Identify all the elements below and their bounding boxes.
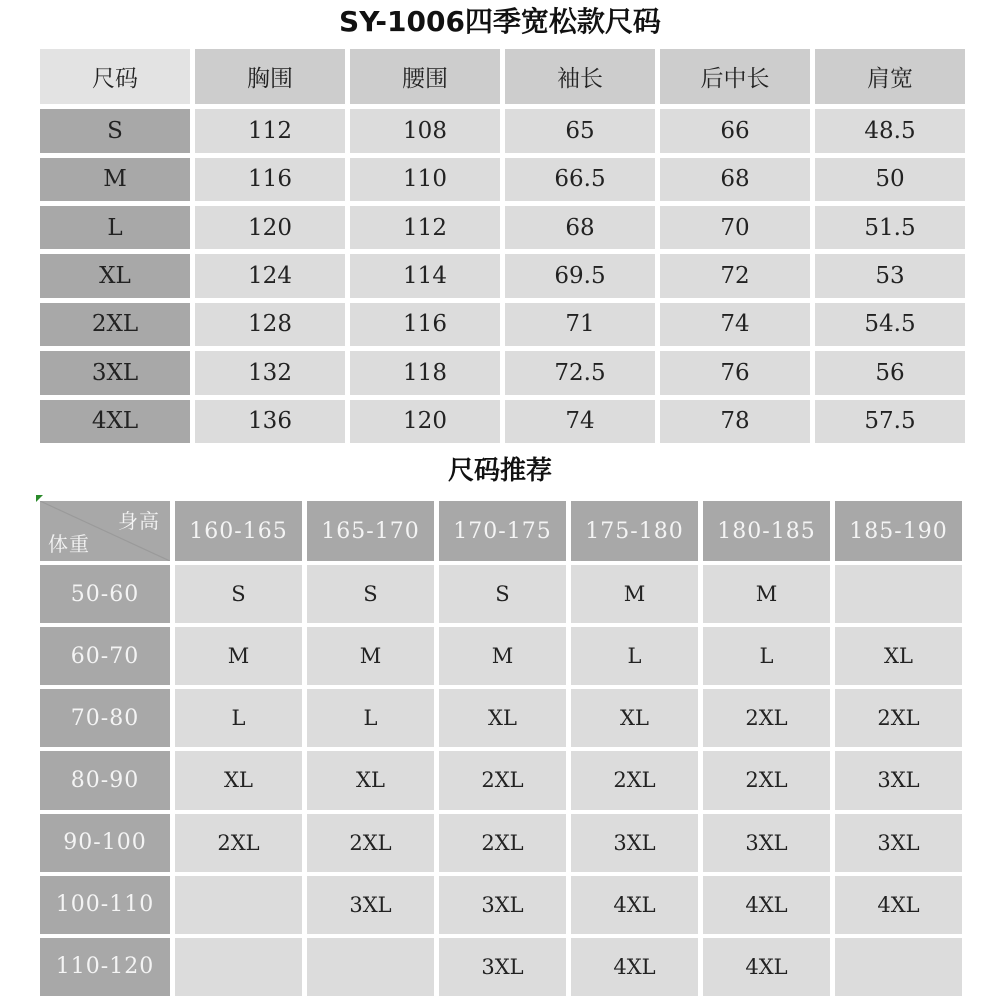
table-row bbox=[40, 254, 965, 297]
weight-range-cell: 60-70 bbox=[40, 627, 170, 685]
measurement-cell: 69.5 bbox=[505, 254, 655, 297]
recommended-size-cell: M bbox=[703, 565, 830, 623]
table-row bbox=[40, 814, 962, 872]
recommended-size-cell bbox=[175, 938, 302, 996]
measurement-cell: 71 bbox=[505, 303, 655, 346]
table-row bbox=[40, 565, 962, 623]
header-cell: 胸围 bbox=[195, 49, 345, 104]
weight-range-cell: 100-110 bbox=[40, 876, 170, 934]
recommended-size-cell: XL bbox=[175, 751, 302, 809]
recommended-size-cell: 3XL bbox=[835, 751, 962, 809]
recommended-size-cell: 4XL bbox=[703, 876, 830, 934]
measurement-cell: 57.5 bbox=[815, 400, 965, 443]
measurement-cell: 76 bbox=[660, 351, 810, 394]
measurement-cell: 72.5 bbox=[505, 351, 655, 394]
recommended-size-cell: 4XL bbox=[571, 938, 698, 996]
weight-range-cell: 80-90 bbox=[40, 751, 170, 809]
size-recommendation-table bbox=[35, 497, 967, 1000]
size-label-cell: M bbox=[40, 158, 190, 201]
size-label-cell: 4XL bbox=[40, 400, 190, 443]
table-row bbox=[40, 303, 965, 346]
recommended-size-cell bbox=[307, 938, 434, 996]
measurement-cell: 114 bbox=[350, 254, 500, 297]
height-header-cell: 170-175 bbox=[439, 501, 566, 561]
recommended-size-cell: 3XL bbox=[439, 938, 566, 996]
measurement-cell: 120 bbox=[350, 400, 500, 443]
recommended-size-cell: M bbox=[439, 627, 566, 685]
recommended-size-cell: S bbox=[175, 565, 302, 623]
measurement-cell: 116 bbox=[350, 303, 500, 346]
recommended-size-cell: S bbox=[307, 565, 434, 623]
height-header-cell: 165-170 bbox=[307, 501, 434, 561]
measurement-cell: 65 bbox=[505, 109, 655, 152]
height-header-cell: 180-185 bbox=[703, 501, 830, 561]
measurement-cell: 66 bbox=[660, 109, 810, 152]
size-chart-table bbox=[35, 44, 970, 448]
recommended-size-cell: XL bbox=[307, 751, 434, 809]
header-cell: 尺码 bbox=[40, 49, 190, 104]
recommended-size-cell: 2XL bbox=[175, 814, 302, 872]
measurement-cell: 118 bbox=[350, 351, 500, 394]
recommended-size-cell: XL bbox=[835, 627, 962, 685]
recommended-size-cell: 3XL bbox=[307, 876, 434, 934]
measurement-cell: 50 bbox=[815, 158, 965, 201]
height-header-cell: 185-190 bbox=[835, 501, 962, 561]
size-label-cell: XL bbox=[40, 254, 190, 297]
recommended-size-cell: 3XL bbox=[703, 814, 830, 872]
height-header-row bbox=[40, 501, 962, 561]
recommended-size-cell: 3XL bbox=[571, 814, 698, 872]
measurement-cell: 128 bbox=[195, 303, 345, 346]
recommended-size-cell: 4XL bbox=[571, 876, 698, 934]
size-label-cell: S bbox=[40, 109, 190, 152]
recommended-size-cell: L bbox=[175, 689, 302, 747]
measurement-cell: 48.5 bbox=[815, 109, 965, 152]
measurement-cell: 108 bbox=[350, 109, 500, 152]
recommended-size-cell: 2XL bbox=[439, 814, 566, 872]
size-label-cell: 3XL bbox=[40, 351, 190, 394]
measurement-cell: 51.5 bbox=[815, 206, 965, 249]
corner-header-cell bbox=[40, 501, 170, 561]
weight-range-cell: 90-100 bbox=[40, 814, 170, 872]
header-cell: 后中长 bbox=[660, 49, 810, 104]
header-cell: 肩宽 bbox=[815, 49, 965, 104]
recommended-size-cell: 4XL bbox=[835, 876, 962, 934]
measurement-cell: 56 bbox=[815, 351, 965, 394]
recommended-size-cell: 4XL bbox=[703, 938, 830, 996]
recommended-size-cell: M bbox=[571, 565, 698, 623]
measurement-cell: 74 bbox=[660, 303, 810, 346]
measurement-cell: 112 bbox=[350, 206, 500, 249]
measurement-cell: 112 bbox=[195, 109, 345, 152]
recommended-size-cell bbox=[835, 938, 962, 996]
recommended-size-cell: S bbox=[439, 565, 566, 623]
recommended-size-cell: 2XL bbox=[307, 814, 434, 872]
size-label-cell: 2XL bbox=[40, 303, 190, 346]
table-row bbox=[40, 158, 965, 201]
measurement-cell: 136 bbox=[195, 400, 345, 443]
height-header-cell: 160-165 bbox=[175, 501, 302, 561]
recommended-size-cell bbox=[175, 876, 302, 934]
weight-range-cell: 50-60 bbox=[40, 565, 170, 623]
weight-range-cell: 110-120 bbox=[40, 938, 170, 996]
weight-range-cell: 70-80 bbox=[40, 689, 170, 747]
measurement-cell: 74 bbox=[505, 400, 655, 443]
header-cell: 袖长 bbox=[505, 49, 655, 104]
recommended-size-cell: M bbox=[175, 627, 302, 685]
measurement-cell: 110 bbox=[350, 158, 500, 201]
height-header-cell: 175-180 bbox=[571, 501, 698, 561]
table-row bbox=[40, 751, 962, 809]
measurement-cell: 68 bbox=[505, 206, 655, 249]
recommended-size-cell: 2XL bbox=[703, 689, 830, 747]
measurement-cell: 68 bbox=[660, 158, 810, 201]
table-row bbox=[40, 876, 962, 934]
measurement-cell: 70 bbox=[660, 206, 810, 249]
table-row bbox=[40, 351, 965, 394]
table-row bbox=[40, 400, 965, 443]
recommended-size-cell: XL bbox=[571, 689, 698, 747]
measurement-cell: 124 bbox=[195, 254, 345, 297]
recommended-size-cell: XL bbox=[439, 689, 566, 747]
recommended-size-cell: 3XL bbox=[439, 876, 566, 934]
size-label-cell: L bbox=[40, 206, 190, 249]
measurement-cell: 53 bbox=[815, 254, 965, 297]
height-axis-label: 身高 bbox=[118, 509, 160, 533]
measurement-cell: 120 bbox=[195, 206, 345, 249]
recommended-size-cell bbox=[835, 565, 962, 623]
table-row bbox=[40, 206, 965, 249]
recommended-size-cell: 2XL bbox=[835, 689, 962, 747]
table-row bbox=[40, 109, 965, 152]
measurement-cell: 132 bbox=[195, 351, 345, 394]
recommended-size-cell: 3XL bbox=[835, 814, 962, 872]
recommended-size-cell: 2XL bbox=[703, 751, 830, 809]
recommend-title: 尺码推荐 bbox=[447, 456, 552, 486]
measurement-cell: 78 bbox=[660, 400, 810, 443]
table-row bbox=[40, 938, 962, 996]
page-title: SY-1006四季宽松款尺码 bbox=[339, 5, 661, 38]
recommended-size-cell: 2XL bbox=[571, 751, 698, 809]
table-row bbox=[40, 627, 962, 685]
recommended-size-cell: L bbox=[307, 689, 434, 747]
size-chart-header-row bbox=[40, 49, 965, 104]
header-cell: 腰围 bbox=[350, 49, 500, 104]
recommended-size-cell: 2XL bbox=[439, 751, 566, 809]
recommended-size-cell: L bbox=[571, 627, 698, 685]
measurement-cell: 116 bbox=[195, 158, 345, 201]
recommended-size-cell: L bbox=[703, 627, 830, 685]
recommended-size-cell: M bbox=[307, 627, 434, 685]
weight-axis-label: 体重 bbox=[48, 532, 90, 556]
measurement-cell: 72 bbox=[660, 254, 810, 297]
measurement-cell: 66.5 bbox=[505, 158, 655, 201]
table-row bbox=[40, 689, 962, 747]
measurement-cell: 54.5 bbox=[815, 303, 965, 346]
